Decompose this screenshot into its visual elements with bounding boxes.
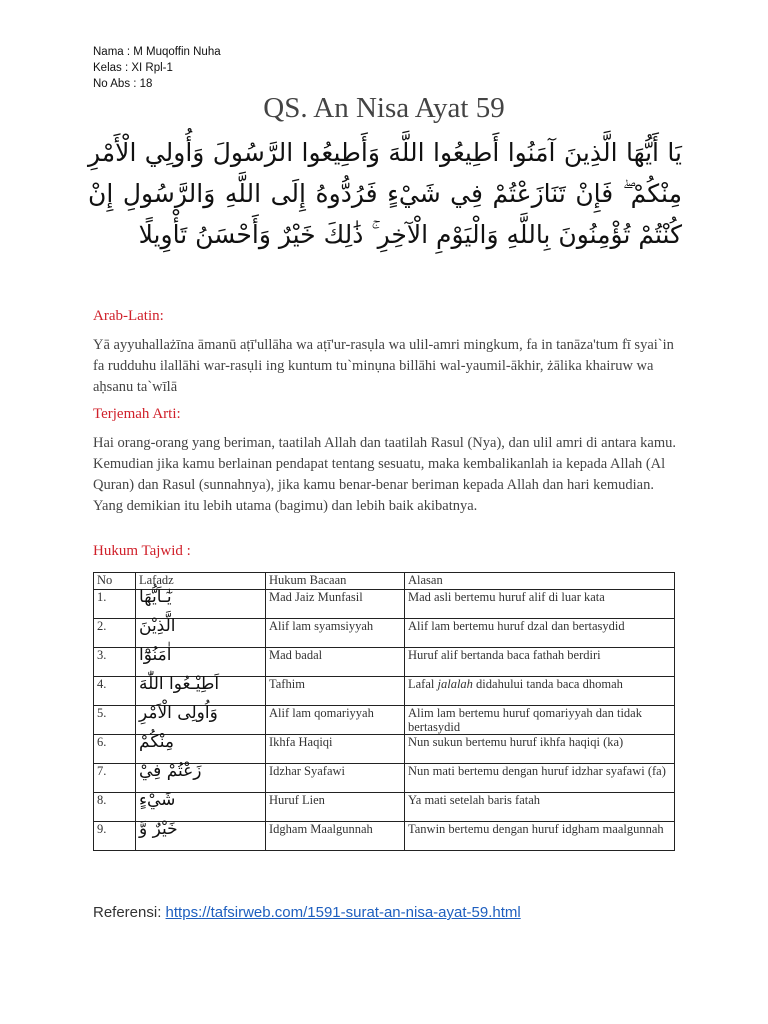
student-identity: [93, 44, 221, 92]
table-row: [94, 822, 675, 851]
row-hukum: Mad Jaiz Munfasil: [266, 590, 405, 619]
reference-link[interactable]: https://tafsirweb.com/1591-surat-an-nisa-ayat-59.html: [165, 904, 521, 921]
row-no: 4.: [94, 677, 136, 706]
row-alasan: Nun sukun bertemu huruf ikhfa haqiqi (ka): [405, 735, 675, 764]
header-alasan: Alasan: [405, 573, 675, 590]
row-no: 5.: [94, 706, 136, 735]
row-lafadz: شَيْءٍ: [136, 793, 266, 822]
row-no: 1.: [94, 590, 136, 619]
row-alasan: Mad asli bertemu huruf alif di luar kata: [405, 590, 675, 619]
row-alasan: Huruf alif bertanda baca fathah berdiri: [405, 648, 675, 677]
row-alasan: Alim lam bertemu huruf qomariyyah dan tidak bertasydid: [405, 706, 675, 735]
row-lafadz: اٰمَنُوْٓا: [136, 648, 266, 677]
row-lafadz: خَيْرٌ وَّ: [136, 822, 266, 851]
alasan-part: didahului tanda baca dhomah: [472, 677, 623, 691]
row-hukum: Ikhfa Haqiqi: [266, 735, 405, 764]
latin-heading: Arab-Latin:: [93, 308, 164, 324]
table-row: [94, 648, 675, 677]
table-row: [94, 706, 675, 735]
tajwid-table: [93, 572, 675, 851]
row-hukum: Huruf Lien: [266, 793, 405, 822]
row-lafadz: الَّذِيْنَ: [136, 619, 266, 648]
table-row: [94, 764, 675, 793]
alasan-part: jalalah: [437, 677, 473, 691]
table-row: [94, 793, 675, 822]
row-hukum: Tafhim: [266, 677, 405, 706]
table-row: [94, 590, 675, 619]
row-no: 8.: [94, 793, 136, 822]
row-no: 9.: [94, 822, 136, 851]
table-row: [94, 619, 675, 648]
row-no: 7.: [94, 764, 136, 793]
header-lafadz: Lafadz: [136, 573, 266, 590]
student-name: Nama : M Muqoffin Nuha: [93, 46, 221, 58]
page-title: QS. An Nisa Ayat 59: [263, 92, 505, 124]
row-hukum: Idgham Maalgunnah: [266, 822, 405, 851]
row-alasan: Alif lam bertemu huruf dzal dan bertasydid: [405, 619, 675, 648]
reference-label: Referensi:: [93, 904, 166, 921]
row-hukum: Alif lam qomariyyah: [266, 706, 405, 735]
table-row: [94, 735, 675, 764]
row-alasan: [405, 677, 675, 706]
header-no: No: [94, 573, 136, 590]
alasan-part: Lafal: [408, 677, 438, 691]
row-no: 6.: [94, 735, 136, 764]
arabic-verse: يَا أَيُّهَا الَّذِينَ آمَنُوا أَطِيعُوا اللَّهَ وَأَطِيعُوا الرَّسُولَ وَأُولِي الْأَمْرِ مِنْكُمْ ۖ فَإِنْ تَنَازَعْتُمْ فِي شَيْءٍ فَرُدُّوهُ إِلَى اللَّهِ وَالرَّسُولِ إِنْ كُنْتُمْ تُؤْمِنُونَ بِاللَّهِ وَالْيَوْمِ الْآخِرِ ۚ ذَٰلِكَ خَيْرٌ وَأَحْسَنُ تَأْوِيلًا: [88, 138, 682, 249]
header-hukum: Hukum Bacaan: [266, 573, 405, 590]
student-class: Kelas : XI Rpl-1: [93, 62, 173, 74]
row-alasan: Ya mati setelah baris fatah: [405, 793, 675, 822]
row-no: 3.: [94, 648, 136, 677]
row-lafadz: وَاُولِى الْاَمْرِ: [136, 706, 266, 735]
row-hukum: Idzhar Syafawi: [266, 764, 405, 793]
student-number: No Abs : 18: [93, 78, 153, 90]
row-lafadz: مِنْكُمْ: [136, 735, 266, 764]
latin-text: Yā ayyuhallażīna āmanū aṭī'ullāha wa aṭī'ur-rasụla wa ulil-amri mingkum, fa in tanāza'tum fī syai`in fa rudduhu ilallāhi war-rasụli ing kuntum tu`minụna billāhi wal-yaumil-ākhir, żālika khairuw wa aḥsanu ta`wīlā: [93, 337, 674, 395]
row-lafadz: اَطِيْـعُوا اللّٰهَ: [136, 677, 266, 706]
row-alasan: Nun mati bertemu dengan huruf idzhar syafawi (fa): [405, 764, 675, 793]
row-lafadz: زَعْتُمْ فِيْ: [136, 764, 266, 793]
row-alasan: Tanwin bertemu dengan huruf idgham maalgunnah: [405, 822, 675, 851]
translation-heading: Terjemah Arti:: [93, 406, 181, 422]
reference: [93, 904, 521, 921]
tajwid-heading: Hukum Tajwid :: [93, 543, 191, 559]
row-hukum: Alif lam syamsiyyah: [266, 619, 405, 648]
table-header-row: [94, 573, 675, 590]
table-row: [94, 677, 675, 706]
row-hukum: Mad badal: [266, 648, 405, 677]
row-lafadz: يٰٓـاَيُّهَا: [136, 590, 266, 619]
translation-text: Hai orang-orang yang beriman, taatilah Allah dan taatilah Rasul (Nya), dan ulil amri di antara kamu. Kemudian jika kamu berlainan pendapat tentang sesuatu, maka kembalikanlah ia kepada Allah (Al Quran) dan Rasul (sunnahnya), jika kamu benar-benar beriman kepada Allah dan hari kemudian. Yang demikian itu lebih utama (bagimu) dan lebih baik akibatnya.: [93, 435, 677, 514]
row-no: 2.: [94, 619, 136, 648]
